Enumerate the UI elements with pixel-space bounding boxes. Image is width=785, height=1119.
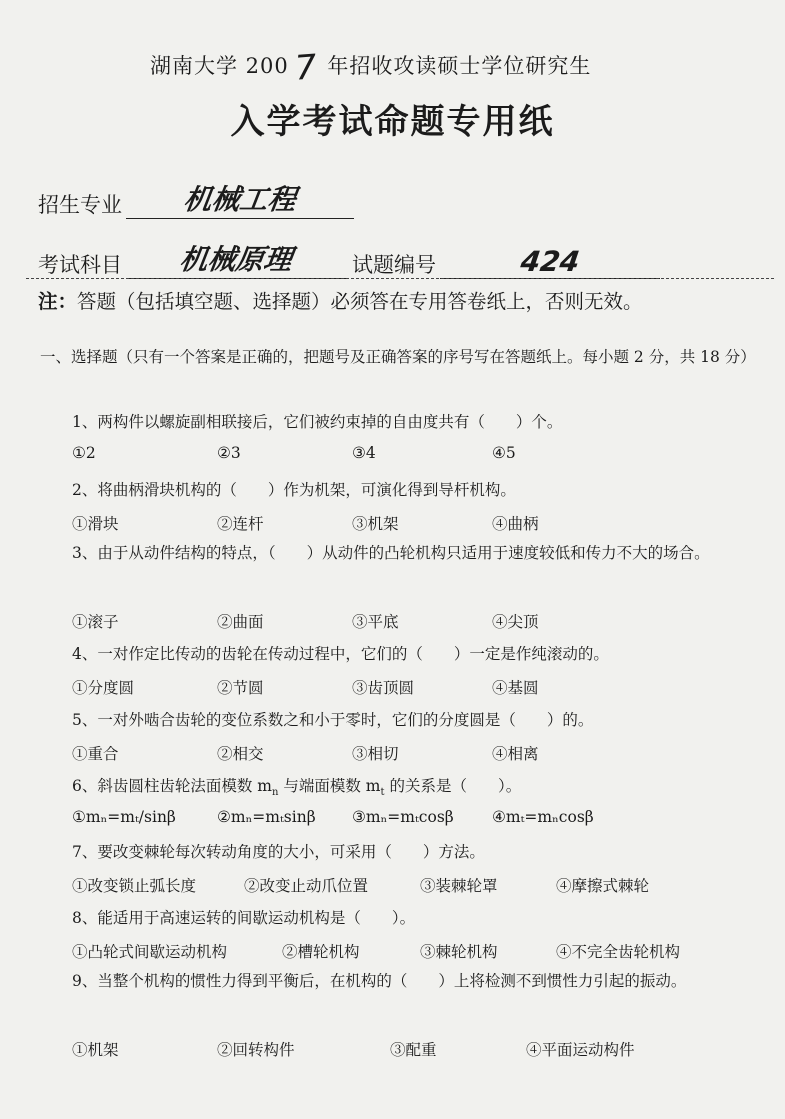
option: ②节圆 xyxy=(217,679,264,697)
option: ②槽轮机构 xyxy=(282,943,360,961)
section-title: 一、选择题（只有一个答案是正确的，把题号及正确答案的序号写在答题纸上。每小题 2 分，共 18 分） xyxy=(40,348,756,366)
option-row xyxy=(72,940,752,962)
option-row xyxy=(72,444,752,466)
subject-label: 考试科目 xyxy=(38,253,122,277)
option: ①滚子 xyxy=(72,613,119,631)
option: ①重合 xyxy=(72,745,119,763)
question-stem: 7、要改变棘轮每次转动角度的大小，可采用（ ）方法。 xyxy=(72,843,485,861)
question-stem: 9、当整个机构的惯性力得到平衡后，在机构的（ ）上将检测不到惯性力引起的振动。 xyxy=(72,972,687,990)
option: ②改变止动爪位置 xyxy=(244,877,369,895)
option: ④mₜ=mₙcosβ xyxy=(492,808,594,826)
page-title: 入学考试命题专用纸 xyxy=(230,102,555,142)
option: ③相切 xyxy=(352,745,399,763)
header-suffix: 年招收攻读硕士学位研究生 xyxy=(327,54,592,78)
option: ④尖顶 xyxy=(492,613,539,631)
major-label: 招生专业 xyxy=(38,193,122,217)
subject-value: 机械原理 xyxy=(177,243,295,276)
major-value: 机械工程 xyxy=(181,183,299,216)
subject-field xyxy=(38,238,660,279)
option-row xyxy=(72,1038,752,1060)
stem-part: 6、斜齿圆柱齿轮法面模数 m xyxy=(72,777,272,795)
code-line xyxy=(440,245,660,279)
option: ④不完全齿轮机构 xyxy=(556,943,681,961)
option: ④相离 xyxy=(492,745,539,763)
question-stem: 5、一对外啮合齿轮的变位系数之和小于零时，它们的分度圆是（ ）的。 xyxy=(72,711,594,729)
subscript: t xyxy=(380,787,385,799)
option: ②相交 xyxy=(217,745,264,763)
subscript: n xyxy=(272,787,279,799)
question-stem: 4、一对作定比传动的齿轮在传动过程中，它们的（ ）一定是作纯滚动的。 xyxy=(72,645,609,663)
option: ②回转构件 xyxy=(217,1041,295,1059)
option-row xyxy=(72,808,752,830)
option-row xyxy=(72,676,752,698)
option: ①凸轮式间歇运动机构 xyxy=(72,943,228,961)
option-row xyxy=(72,874,752,896)
option-row xyxy=(72,610,752,632)
major-field xyxy=(38,178,354,219)
option: ③装棘轮罩 xyxy=(420,877,498,895)
option: ②曲面 xyxy=(217,613,264,631)
subject-line xyxy=(126,238,346,279)
stem-part: 与端面模数 m xyxy=(278,777,381,795)
option: ①分度圆 xyxy=(72,679,135,697)
option: ①滑块 xyxy=(72,515,119,533)
notice-prefix: 注： xyxy=(38,290,78,313)
notice-text: 答题（包括填空题、选择题）必须答在专用答卷纸上，否则无效。 xyxy=(77,290,643,313)
option: ③mₙ=mₜcosβ xyxy=(352,808,454,826)
major-line xyxy=(126,178,354,219)
option-row xyxy=(72,512,752,534)
option: ①机架 xyxy=(72,1041,119,1059)
option: ③4 xyxy=(352,444,376,462)
notice xyxy=(38,286,643,314)
code-value: 424 xyxy=(518,245,582,278)
option: ④平面运动构件 xyxy=(526,1041,635,1059)
question-stem: 3、由于从动件结构的特点，（ ）从动件的凸轮机构只适用于速度较低和传力不大的场合。 xyxy=(72,544,710,562)
option: ④曲柄 xyxy=(492,515,539,533)
option: ④摩擦式棘轮 xyxy=(556,877,650,895)
dashed-divider xyxy=(26,278,774,279)
question-stem: 2、将曲柄滑块机构的（ ）作为机架，可演化得到导杆机构。 xyxy=(72,481,516,499)
question-stem: 1、两构件以螺旋副相联接后，它们被约束掉的自由度共有（ ）个。 xyxy=(72,413,563,431)
handwritten-year-digit: 7 xyxy=(293,47,319,89)
option: ①改变锁止弧长度 xyxy=(72,877,197,895)
header-prefix: 湖南大学 200 xyxy=(150,54,289,78)
option: ③棘轮机构 xyxy=(420,943,498,961)
option: ③平底 xyxy=(352,613,399,631)
stem-part: 的关系是（ ）。 xyxy=(384,777,522,795)
option: ④基圆 xyxy=(492,679,539,697)
option-row xyxy=(72,742,752,764)
question-stem xyxy=(72,774,752,798)
option: ③配重 xyxy=(390,1041,437,1059)
question-stem: 8、能适用于高速运转的间歇运动机构是（ ）。 xyxy=(72,909,416,927)
option: ④5 xyxy=(492,444,516,462)
option: ②连杆 xyxy=(217,515,264,533)
option: ③机架 xyxy=(352,515,399,533)
option: ①2 xyxy=(72,444,96,462)
code-label: 试题编号 xyxy=(352,253,436,277)
header-line xyxy=(150,42,592,89)
option: ②mₙ=mₜsinβ xyxy=(217,808,316,826)
option: ①mₙ=mₜ/sinβ xyxy=(72,808,176,826)
option: ③齿顶圆 xyxy=(352,679,415,697)
option: ②3 xyxy=(217,444,241,462)
